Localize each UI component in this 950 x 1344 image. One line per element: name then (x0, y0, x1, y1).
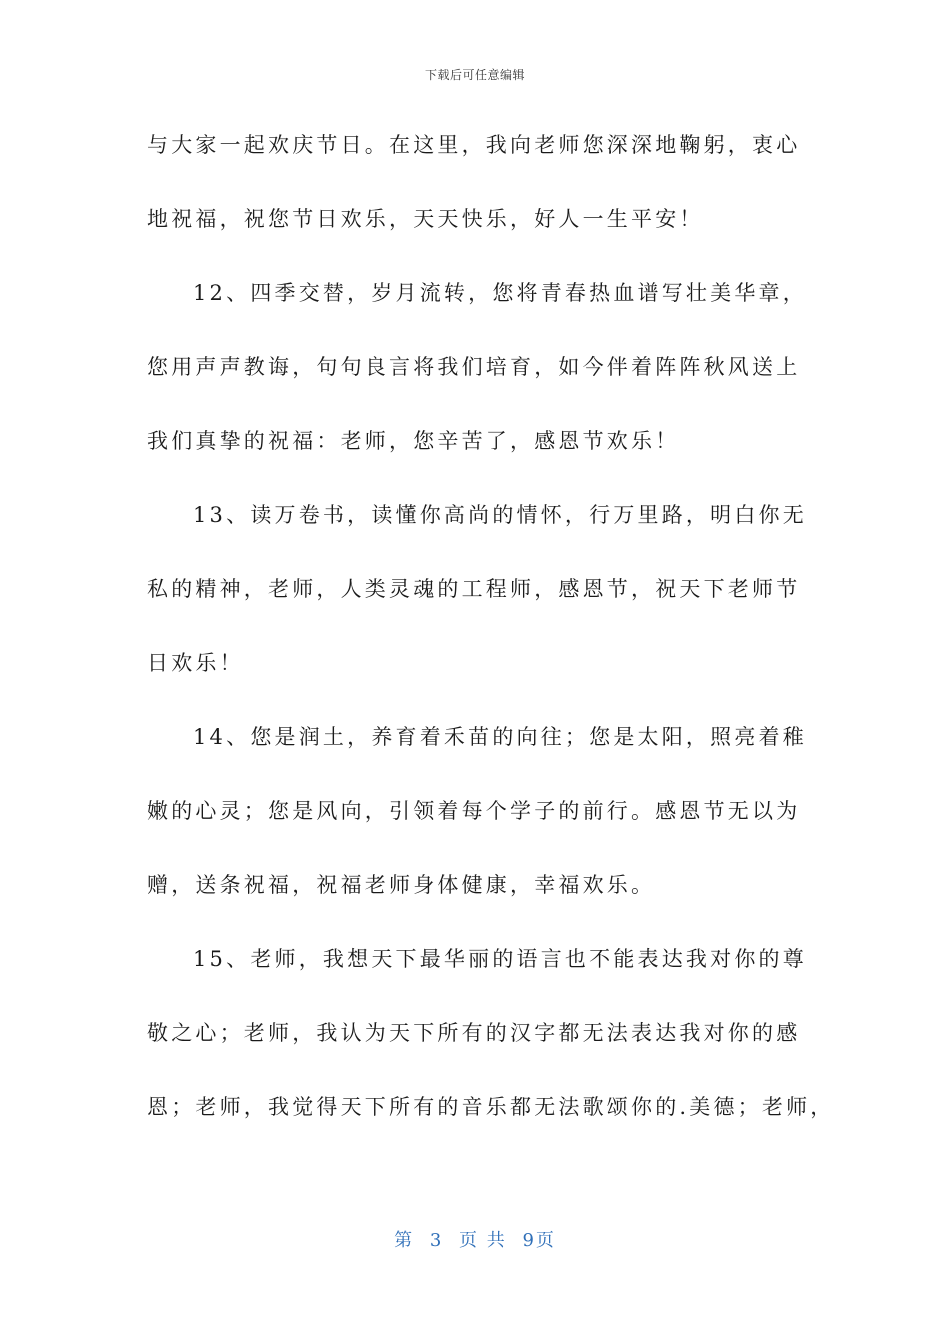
paragraph-start-12: 12、四季交替，岁月流转，您将青春热血谱写壮美华章， (193, 281, 807, 305)
footer-total-pages: 9页 (522, 1230, 556, 1251)
text-line: 我们真挚的祝福：老师，您辛苦了，感恩节欢乐！ (147, 429, 680, 453)
text-line: 日欢乐！ (147, 651, 244, 675)
text-line: 与大家一起欢庆节日。在这里，我向老师您深深地鞠躬，衷心 (147, 133, 801, 157)
footer-prefix: 第 (394, 1230, 415, 1251)
footer-page-number: 3 (429, 1230, 444, 1251)
footer-middle: 页 共 (459, 1230, 507, 1251)
text-line: 私的精神，老师，人类灵魂的工程师，感恩节，祝天下老师节 (147, 577, 801, 601)
text-line: 恩；老师，我觉得天下所有的音乐都无法歌颂你的.美德；老师， (147, 1095, 835, 1119)
text-line: 地祝福，祝您节日欢乐，天天快乐，好人一生平安！ (147, 207, 704, 231)
paragraph-start-13: 13、读万卷书，读懂你高尚的情怀，行万里路，明白你无 (193, 503, 807, 527)
header-note: 下载后可任意编辑 (424, 68, 525, 82)
text-line: 您用声声教诲，句句良言将我们培育，如今伴着阵阵秋风送上 (147, 355, 801, 379)
document-body (147, 126, 835, 1162)
paragraph-start-14: 14、您是润土，养育着禾苗的向往；您是太阳，照亮着稚 (193, 725, 807, 749)
paragraph-start-15: 15、老师，我想天下最华丽的语言也不能表达我对你的尊 (193, 947, 807, 971)
text-line: 赠，送条祝福，祝福老师身体健康，幸福欢乐。 (147, 873, 656, 897)
text-line: 嫩的心灵；您是风向，引领着每个学子的前行。感恩节无以为 (147, 799, 801, 823)
text-line: 敬之心；老师，我认为天下所有的汉字都无法表达我对你的感 (147, 1021, 801, 1045)
page-number-footer (0, 1226, 950, 1252)
